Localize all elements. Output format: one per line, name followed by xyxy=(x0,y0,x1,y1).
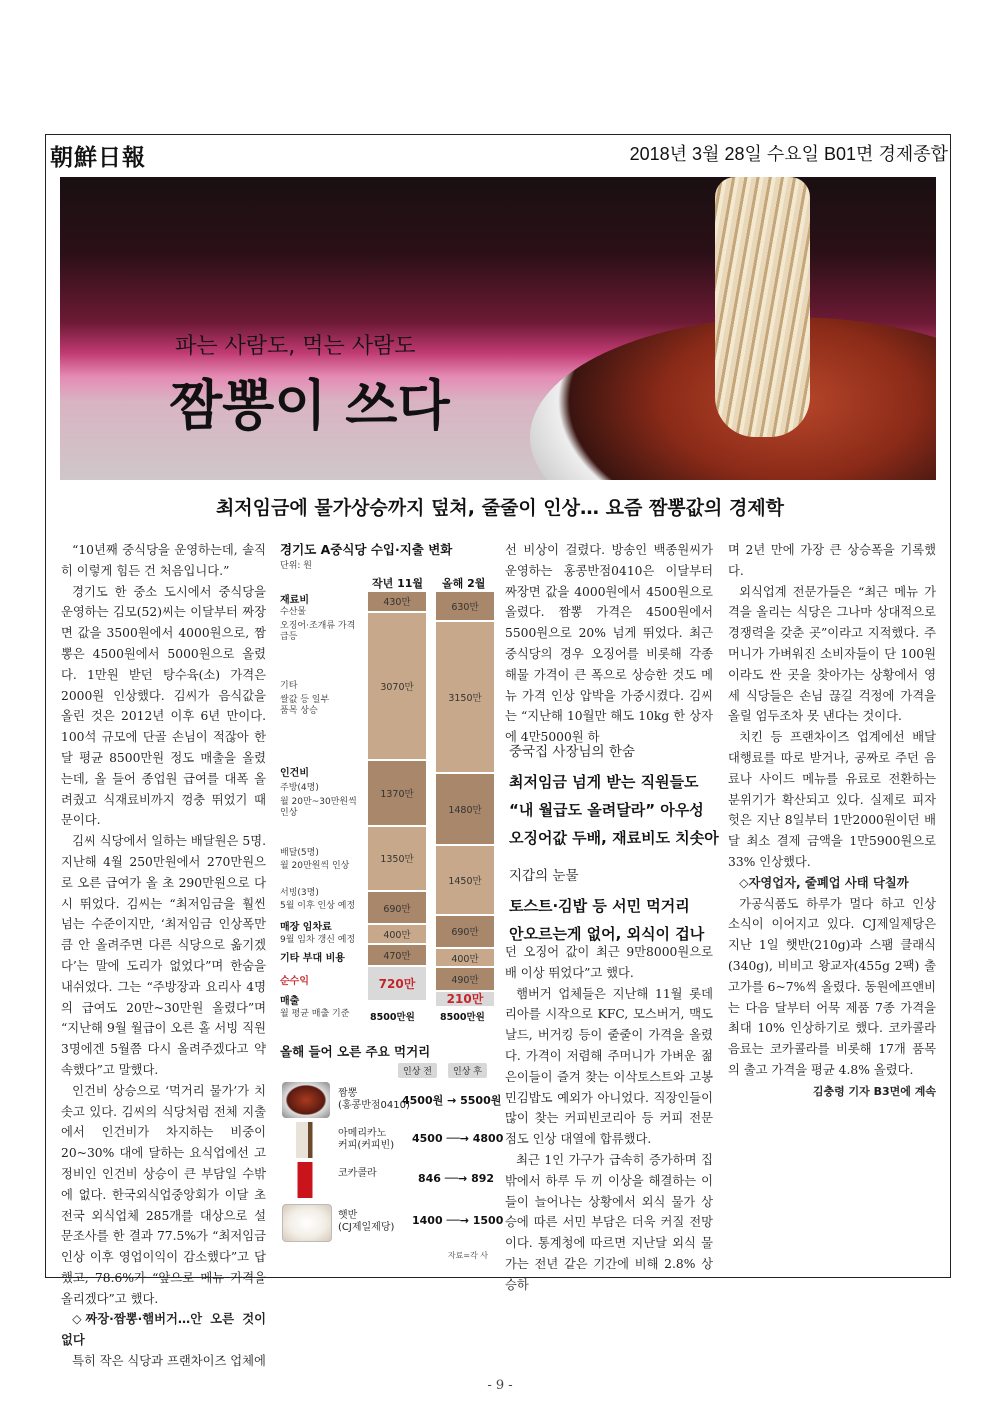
other-segment: 3150만 xyxy=(436,622,494,774)
foods-head-before: 인상 전 xyxy=(398,1063,437,1078)
food-row-cola xyxy=(280,1162,495,1202)
label-delivery: 배달(5명) xyxy=(280,848,319,858)
sidebar-title-2: 지갑의 눈물 xyxy=(509,868,579,884)
noodles-image xyxy=(715,177,810,437)
label-seafood-note: 오징어·조개류 가격 급등 xyxy=(280,621,356,642)
paragraph: 햄버거 업체들은 지난해 11월 롯데리아를 시작으로 KFC, 모스버거, 맥도날드, 버거킹 등이 줄줄이 가격을 올렸다. 가격이 저렴해 주머니가 가벼운 젊은이들이 즐겨 찾는 이삭토스트와 고봉민김밥도 예외가 아니었다. 직장인들이 많이 찾는 커피빈코리아 등 커피 전문점도 인상 대열에 합류했다. xyxy=(505,986,713,1147)
label-labor: 인건비 xyxy=(280,768,309,779)
paragraph: “10년째 중식당을 운영하는데, 솔직히 이렇게 힘든 건 처음입니다.” xyxy=(61,543,266,578)
food-name: 짬뽕 (홍콩반점0410) xyxy=(338,1088,410,1111)
paragraph: 김씨 식당에서 일하는 배달원은 5명. 지난해 4월 250만원에서 270만원으로 오른 급여가 올 초 290만원으로 다시 뛰었다. 김씨는 “최저임금을 훨씬 넘는 수준이지만, ‘최저임금 인상폭만큼 안 올려주면 다른 식당으로 옮기겠다’는 말에 도리가 없었다”며 한숨을 내쉬었다. 그는 “주방장과 요리사 4명의 급여도 20만~30만원 올렸다”며 “지난해 9월 월급이 오른 홀 서빙 직원 3명에겐 5월쯤 다시 올려주겠다고 약속했다”고 말했다. xyxy=(61,834,266,1077)
chart-title: 경기도 A중식당 수입·지출 변화 xyxy=(280,542,453,557)
foods-head-after: 인상 후 xyxy=(448,1063,487,1078)
label-other: 기타 xyxy=(280,681,298,691)
paragraph: 외식업계 전문가들은 “최근 메뉴 가격을 올리는 식당은 그나마 상대적으로 경쟁력을 갖춘 곳”이라고 지적했다. 주머니가 가벼워진 소비자들이 단 100원이라도 싼 곳을 찾아가는 상황에서 영세 식당들은 손님 끊길 걱정에 가격을 올릴 엄두조차 못 낸다는 것이다. xyxy=(728,584,936,724)
coffee-cup-icon xyxy=(290,1122,320,1158)
rent-segment: 400만 xyxy=(368,925,426,944)
sidebar-line: “내 월급도 올려달라” 아우성 xyxy=(509,801,704,819)
newspaper-masthead: 朝鮮日報 xyxy=(50,144,146,171)
column-header-after: 올해 2월 xyxy=(442,577,486,590)
chart-unit: 단위: 원 xyxy=(280,561,312,571)
label-serving: 서빙(3명) xyxy=(280,888,319,898)
label-ingredients: 재료비 수산물 xyxy=(280,595,309,617)
sidebar-line: 토스트·김밥 등 서민 먹거리 xyxy=(509,897,690,915)
sidebar-line: 안오르는게 없어, 외식이 겁나 xyxy=(509,925,705,943)
sales-before: 8500만원 xyxy=(370,1012,415,1023)
label-rent: 매장 임차료 xyxy=(280,922,332,933)
food-price: 4500 ──→ 4800 xyxy=(412,1132,504,1145)
food-row-hetbahn xyxy=(280,1204,504,1244)
paragraph: 인건비 상승으로 ‘먹거리 물가’가 치솟고 있다. 김씨의 식당처럼 전체 지출에서 인건비가 차지하는 비중이 20~30% 대에 달하는 요식업에선 고정비인 인건비 상승이 큰 부담일 수밖에 없다. 한국외식업중앙회가 이달 초 전국 외식업체 285개를 대상으로 설문조사를 한 결과 77.5%가 “최저임금 인상 이후 영업이익이 감소했다”고 답했고, 78.6%가 “앞으로 메뉴 가격을 올리겠다”고 했다. xyxy=(61,1083,266,1306)
label-other-note: 쌀값 등 일부 품목 상승 xyxy=(280,695,330,716)
other-segment: 3070만 xyxy=(368,613,426,761)
label-sales: 매출 xyxy=(280,996,300,1007)
paragraph: 가공식품도 하루가 멀다 하고 인상 소식이 이어지고 있다. CJ제일제당은 지난 1일 햇반(210g)과 스팸 클래식(340g), 비비고 왕교자(455g 2팩) 출고가를 6~7%씩 올렸다. 동원에프앤비는 다음 달부터 어묵 제품 7종 가격을 최대 10% 인상하기로 했다. 코카콜라음료는 코카콜라를 비롯해 17개 품목의 출고 가격을 평균 4.8% 올렸다. xyxy=(728,896,936,1077)
revenue-expense-infographic xyxy=(280,540,504,1268)
source-note: 자료=각 사 xyxy=(447,1251,488,1260)
section-subtitle: ◇자영업자, 줄폐업 사태 닥칠까 xyxy=(739,875,909,890)
rice-bowl-icon xyxy=(282,1204,332,1242)
food-row-americano xyxy=(280,1122,504,1162)
article-column-4 xyxy=(728,540,936,1103)
sales-after: 8500만원 xyxy=(440,1012,485,1023)
label-kitchen-note: 월 20만~30만원씩 인상 xyxy=(280,797,357,818)
label-misc: 기타 부대 비용 xyxy=(280,953,345,964)
article-column-3 xyxy=(505,540,713,748)
sidebar-box xyxy=(509,740,719,948)
profit-segment: 210만 xyxy=(436,992,494,1008)
jjamppong-icon xyxy=(282,1082,330,1118)
paragraph: 경기도 한 중소 도시에서 중식당을 운영하는 김모(52)씨는 이달부터 짜장면 값을 3500원에서 4000원으로, 짬뽕은 4500원에서 5000원으로 올렸다. 1만원 받던 탕수육(소) 가격은 2000원 인상했다. 김씨가 음식값을 올린 것은 2012년 이후 6년 만이다. 100석 규모에 단골 손님이 적잖아 한 달 평균 8500만원 정도 매출을 올렸는데, 올 들어 종업원 급여를 대폭 올려줬고 식재료비까지 껑충 뛰었기 때문이다. xyxy=(61,584,266,828)
profit-segment: 720만 xyxy=(368,967,426,1002)
label-profit: 순수익 xyxy=(280,976,309,987)
seafood-segment: 630만 xyxy=(436,592,494,622)
article-subhead: 최저임금에 물가상승까지 덮쳐, 줄줄이 인상… 요즘 짬뽕값의 경제학 xyxy=(215,497,785,519)
food-name: 햇반 (CJ제일제당) xyxy=(338,1210,395,1233)
kitchen-segment: 1370만 xyxy=(368,761,426,827)
label-serving-note: 5월 이후 인상 예정 xyxy=(280,901,356,911)
paragraph: 던 오징어 값이 최근 9만8000원으로 배 이상 뛰었다”고 했다. xyxy=(505,945,713,980)
hero-photo xyxy=(60,177,936,480)
misc-segment: 490만 xyxy=(436,968,494,992)
food-row-jjamppong xyxy=(280,1082,502,1122)
paragraph: 며 2년 만에 가장 큰 상승폭을 기록했다. xyxy=(728,543,936,578)
seafood-segment: 430만 xyxy=(368,592,426,613)
delivery-segment: 1350만 xyxy=(368,827,426,892)
hero-title: 짬뽕이 쓰다 xyxy=(170,374,450,437)
food-price: 4500원 → 5500원 xyxy=(402,1094,502,1107)
serving-segment: 690만 xyxy=(368,892,426,925)
food-price: 846 ──→ 892 xyxy=(418,1172,495,1185)
paragraph: 특히 작은 식당과 프랜차이즈 업체에 xyxy=(72,1354,266,1369)
sidebar-title-1: 중국집 사장님의 한숨 xyxy=(509,744,635,760)
section-subtitle: ◇짜장·짬뽕·햄버거…안 오른 것이 없다 xyxy=(61,1312,266,1348)
delivery-segment: 1450만 xyxy=(436,846,494,916)
dateline: 2018년 3월 28일 수요일 B01면 경제종합 xyxy=(629,144,948,164)
food-name: 아메리카노 커피(커피빈) xyxy=(338,1128,395,1151)
label-rent-note: 9월 임차 갱신 예정 xyxy=(280,935,356,945)
hero-subtitle: 파는 사람도, 먹는 사람도 xyxy=(175,334,416,359)
article-column-1 xyxy=(61,540,266,1372)
food-price: 1400 ──→ 1500 xyxy=(412,1214,504,1227)
byline: 김충령 기자 B3면에 계속 xyxy=(812,1084,936,1098)
label-sales-note: 월 평균 매출 기준 xyxy=(280,1009,350,1019)
label-kitchen: 주방(4명) xyxy=(280,783,319,793)
label-delivery-note: 월 20만원씩 인상 xyxy=(280,861,350,871)
serving-segment: 690만 xyxy=(436,916,494,949)
food-name: 코카콜라 xyxy=(338,1168,377,1179)
rent-segment: 400만 xyxy=(436,949,494,968)
sidebar-line: 오징어값 두배, 재료비도 치솟아 xyxy=(509,829,719,847)
foods-title: 올해 들어 오른 주요 먹거리 xyxy=(280,1044,431,1059)
sidebar-line: 최저임금 넘게 받는 직원들도 xyxy=(509,773,699,791)
cola-can-icon xyxy=(290,1162,320,1198)
paragraph: 선 비상이 걸렸다. 방송인 백종원씨가 운영하는 홍콩반점0410은 이달부터 짜장면 값을 4000원에서 4500원으로 올렸다. 짬뽕 가격은 4500원에서 5500원으로 20% 넘게 뛰었다. 최근 중식당의 경우 오징어를 비롯해 각종 해물 가격이 큰 폭으로 상승한 것도 메뉴 가격 인상 압박을 가중시켰다. 김씨는 “지난해 10월만 해도 10kg 한 상자에 4만5000원 하 xyxy=(505,543,713,745)
kitchen-segment: 1480만 xyxy=(436,774,494,845)
misc-segment: 470만 xyxy=(368,945,426,968)
article-column-3-bottom xyxy=(505,942,713,1296)
page-number: - 9 - xyxy=(487,1378,513,1393)
paragraph: 최근 1인 가구가 급속히 증가하며 집 밖에서 하루 두 끼 이상을 해결하는 이들이 늘어나는 상황에서 외식 물가 상승에 따른 서민 부담은 더욱 커질 전망이다. 통계청에 따르면 지난달 외식 물가는 전년 같은 기간에 비해 2.8% 상승하 xyxy=(505,1152,713,1292)
paragraph: 치킨 등 프랜차이즈 업계에선 배달 대행료를 따로 받거나, 공짜로 주던 음료나 사이드 메뉴를 유료로 전환하는 분위기가 확산되고 있다. 실제로 피자헛은 지난 8일부터 1만2000원이던 배달 최소 결제 금액을 1만5900원으로 33% 인상했다. xyxy=(728,730,936,869)
column-header-before: 작년 11월 xyxy=(372,577,424,590)
